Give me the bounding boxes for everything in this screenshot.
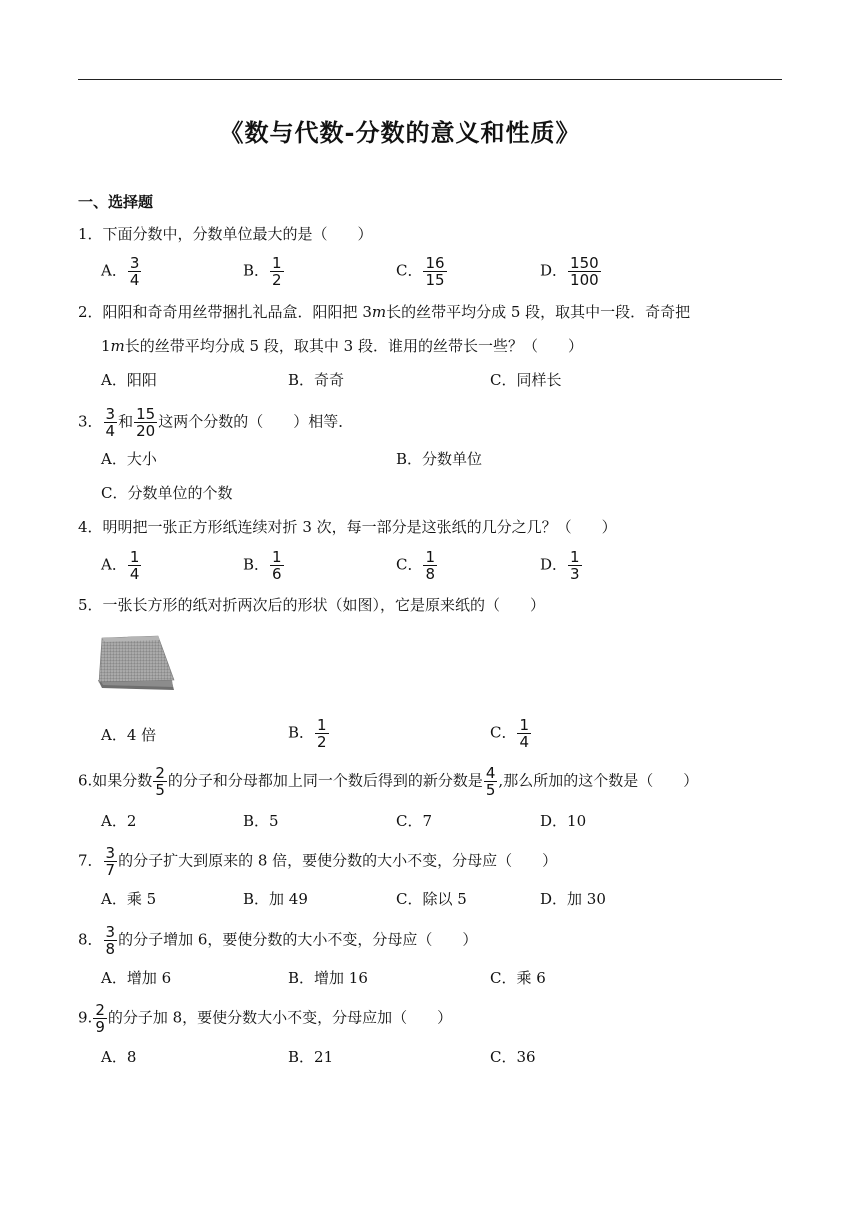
q6-option-b[interactable]: B．5 <box>243 812 279 830</box>
q1-option-c[interactable]: C． $\frac{16}{15}$ <box>396 254 445 289</box>
fraction: $\frac{3}{7}$ <box>105 844 116 879</box>
q1-option-a[interactable]: A． $\frac{3}{4}$ <box>101 254 140 289</box>
q5-option-c[interactable]: C． $\frac{1}{4}$ <box>490 716 530 751</box>
section-heading: 一、选择题 <box>78 193 154 211</box>
q4-option-c[interactable]: C． $\frac{1}{8}$ <box>396 548 436 583</box>
q7-option-a[interactable]: A．乘 5 <box>101 890 157 908</box>
fraction: $\frac{1}{8}$ <box>425 548 436 583</box>
q6-option-a[interactable]: A．2 <box>101 812 137 830</box>
question-1: 1．下面分数中，分数单位最大的是（ ） <box>78 225 373 243</box>
q7-option-b[interactable]: B．加 49 <box>243 890 308 908</box>
fraction: $\frac{150}{100}$ <box>570 254 599 289</box>
q3-option-a[interactable]: A．大小 <box>101 450 157 468</box>
q7-option-c[interactable]: C．除以 5 <box>396 890 467 908</box>
q1-option-b[interactable]: B． $\frac{1}{2}$ <box>243 254 282 289</box>
page-title: 《数与代数-分数的意义和性质》 <box>219 118 581 147</box>
q2-option-a[interactable]: A．阳阳 <box>101 371 157 389</box>
fraction: $\frac{2}{9}$ <box>95 1001 105 1036</box>
question-2-line-2: 1m长的丝带平均分成 5 段，取其中 3 段．谁用的丝带长一些？（ ） <box>101 337 583 355</box>
question-4: 4．明明把一张正方形纸连续对折 3 次，每一部分是这张纸的几分之几？（ ） <box>78 518 617 536</box>
fraction: $\frac{16}{15}$ <box>425 254 445 289</box>
q2-option-b[interactable]: B．奇奇 <box>288 371 345 389</box>
fraction: $\frac{3}{4}$ <box>105 405 116 440</box>
q4-option-a[interactable]: A． $\frac{1}{4}$ <box>101 548 140 583</box>
q6-option-d[interactable]: D．10 <box>540 812 587 830</box>
header-rule <box>78 79 782 80</box>
q8-option-b[interactable]: B．增加 16 <box>288 969 368 987</box>
q1-option-d[interactable]: D． $\frac{150}{100}$ <box>540 254 599 289</box>
fraction: $\frac{2}{5}$ <box>155 764 165 799</box>
q4-option-d[interactable]: D． $\frac{1}{3}$ <box>540 548 580 583</box>
fraction: $\frac{15}{20}$ <box>136 405 156 440</box>
q6-option-c[interactable]: C．7 <box>396 812 433 830</box>
q3-option-c[interactable]: C．分数单位的个数 <box>101 484 233 502</box>
question-8: 8． $\frac{3}{8}$ 的分子增加 6，要使分数的大小不变，分母应（ ） <box>78 923 478 958</box>
question-7: 7． $\frac{3}{7}$ 的分子扩大到原来的 8 倍，要使分数的大小不变，分母应（ ） <box>78 844 558 879</box>
fraction: $\frac{1}{2}$ <box>317 716 327 751</box>
fraction: $\frac{3}{8}$ <box>105 923 116 958</box>
q8-option-c[interactable]: C．乘 6 <box>490 969 546 987</box>
question-6: 6.如果分数 $\frac{2}{5}$ 的分子和分母都加上同一个数后得到的新分数是 $\frac{4}{5}$ ,那么所加的这个数是（ ） <box>78 764 699 799</box>
q9-option-b[interactable]: B．21 <box>288 1048 334 1066</box>
q8-option-a[interactable]: A．增加 6 <box>101 969 172 987</box>
fraction: $\frac{3}{4}$ <box>129 254 140 289</box>
fraction: $\frac{4}{5}$ <box>485 764 496 799</box>
question-2-line-1: 2．阳阳和奇奇用丝带捆扎礼品盒．阳阳把 3m长的丝带平均分成 5 段，取其中一段．奇奇把 <box>78 303 691 321</box>
q5-option-a[interactable]: A．4 倍 <box>101 726 157 744</box>
q5-option-b[interactable]: B． $\frac{1}{2}$ <box>288 716 327 751</box>
fraction: $\frac{1}{4}$ <box>519 716 530 751</box>
folded-paper-image <box>96 634 176 692</box>
fraction: $\frac{1}{4}$ <box>129 548 140 583</box>
q3-option-b[interactable]: B．分数单位 <box>396 450 483 468</box>
q2-option-c[interactable]: C．同样长 <box>490 371 562 389</box>
q4-option-b[interactable]: B． $\frac{1}{6}$ <box>243 548 282 583</box>
q9-option-a[interactable]: A．8 <box>101 1048 137 1066</box>
fraction: $\frac{1}{3}$ <box>570 548 580 583</box>
question-3: 3． $\frac{3}{4}$ 和 $\frac{15}{20}$ 这两个分数的（ ）相等． <box>78 405 354 440</box>
question-9: 9. $\frac{2}{9}$ 的分子加 8，要使分数大小不变，分母应加（ ） <box>78 1001 453 1036</box>
fraction: $\frac{1}{6}$ <box>272 548 282 583</box>
q9-option-c[interactable]: C．36 <box>490 1048 536 1066</box>
q7-option-d[interactable]: D．加 30 <box>540 890 606 908</box>
fraction: $\frac{1}{2}$ <box>272 254 282 289</box>
question-5: 5．一张长方形的纸对折两次后的形状（如图），它是原来纸的（ ） <box>78 596 546 614</box>
